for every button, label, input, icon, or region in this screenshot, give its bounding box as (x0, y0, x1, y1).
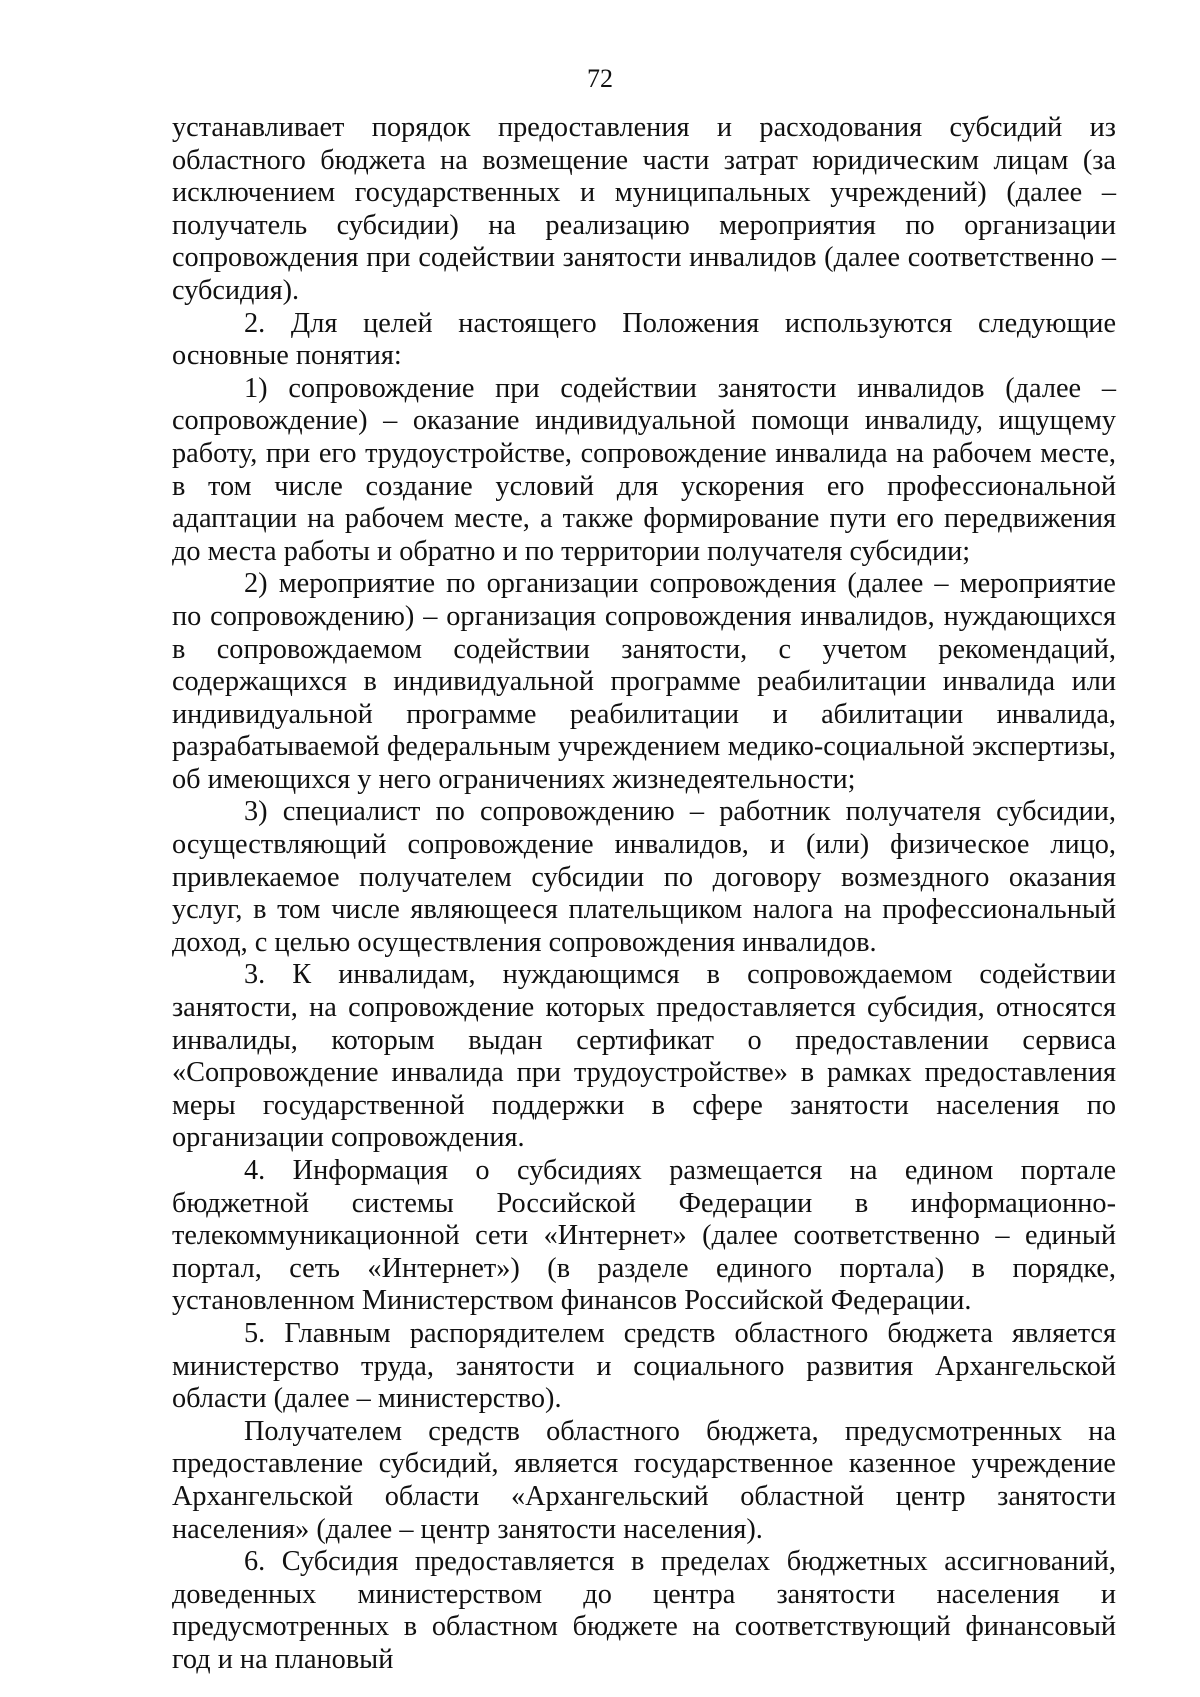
paragraph-item-5: 5. Главным распорядителем средств областного бюджета является министерство труда, занятости и социального развития Архангельской области (далее – министерство). (172, 1317, 1116, 1415)
paragraph-recipient: Получателем средств областного бюджета, предусмотренных на предоставление субсидий, является государственное казенное учреждение Архангельской области «Архангельский областной центр занятости населения» (далее – центр занятости населения). (172, 1415, 1116, 1545)
paragraph-definition-2: 2) мероприятие по организации сопровождения (далее – мероприятие по сопровождению) – организация сопровождения инвалидов, нуждающихся в сопровождаемом содействии занятости, с учетом рекомендаций, содержащихся в индивидуальной программе реабилитации инвалида или индивидуальной программе реабилитации и абилитации инвалида, разрабатываемой федеральным учреждением медико-социальной экспертизы, об имеющихся у него ограничениях жизнедеятельности; (172, 568, 1116, 795)
paragraph-item-4: 4. Информация о субсидиях размещается на едином портале бюджетной системы Российской Федерации в информационно-телекоммуникационной сети «Интернет» (далее соответственно – единый портал, сеть «Интернет») (в разделе единого портала) в порядке, установленном Министерством финансов Российской Федерации. (172, 1155, 1116, 1317)
paragraph-item-6: 6. Субсидия предоставляется в пределах бюджетных ассигнований, доведенных министерством до центра занятости населения и предусмотренных в областном бюджете на соответствующий финансовый год и на плановый (172, 1546, 1116, 1675)
paragraph-definition-1: 1) сопровождение при содействии занятости инвалидов (далее – сопровождение) – оказание индивидуальной помощи инвалиду, ищущему работу, при его трудоустройстве, сопровождение инвалида на рабочем месте, в том числе создание условий для ускорения его профессиональной адаптации на рабочем месте, а также формирование пути его передвижения до места работы и обратно и по территории получателя субсидии; (172, 372, 1116, 567)
document-body (172, 112, 1116, 1677)
paragraph-continuation: устанавливает порядок предоставления и расходования субсидий из областного бюджета на возмещение части затрат юридическим лицам (за исключением государственных и муниципальных учреждений) (далее – получатель субсидии) на реализацию мероприятия по организации сопровождения при содействии занятости инвалидов (далее соответственно – субсидия). (172, 112, 1116, 306)
page-number: 72 (587, 64, 613, 93)
paragraph-definition-3: 3) специалист по сопровождению – работник получателя субсидии, осуществляющий сопровождение инвалидов, и (или) физическое лицо, привлекаемое получателем субсидии по договору возмездного оказания услуг, в том числе являющееся плательщиком налога на профессиональный доход, с целью осуществления сопровождения инвалидов. (172, 796, 1116, 958)
paragraph-item-2: 2. Для целей настоящего Положения используются следующие основные понятия: (172, 307, 1116, 372)
paragraph-item-3: 3. К инвалидам, нуждающимся в сопровождаемом содействии занятости, на сопровождение которых предоставляется субсидия, относятся инвалиды, которым выдан сертификат о предоставлении сервиса «Сопровождение инвалида при трудоустройстве» в рамках предоставления меры государственной поддержки в сфере занятости населения по организации сопровождения. (172, 959, 1116, 1154)
